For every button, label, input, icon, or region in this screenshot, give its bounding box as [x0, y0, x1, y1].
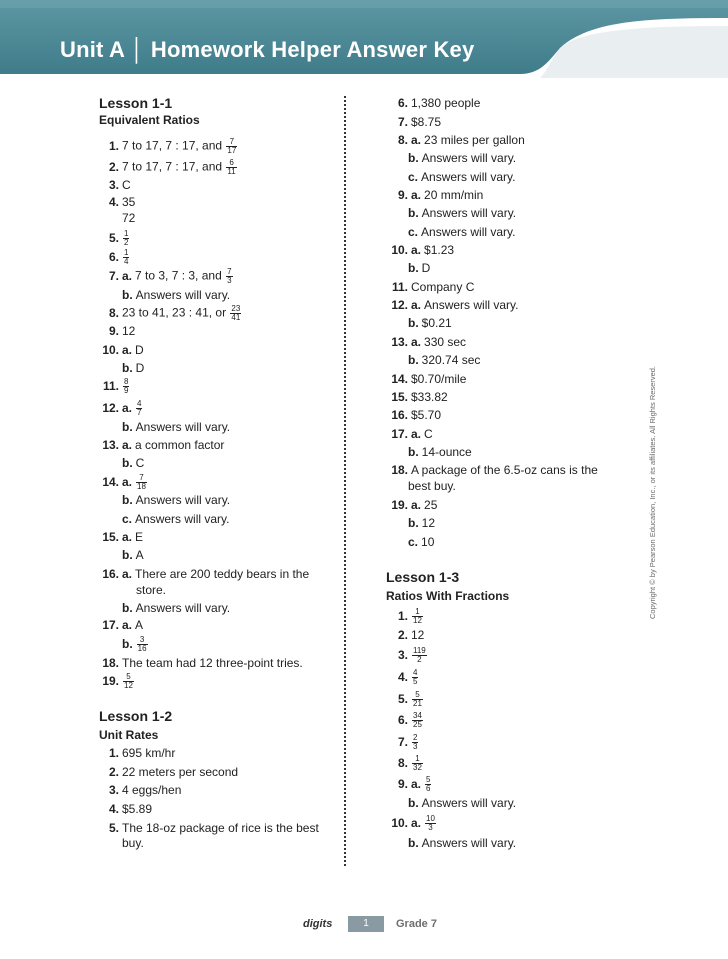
item-part: b. — [408, 796, 419, 810]
item-number: 5. — [108, 230, 119, 245]
lesson-1-3-subtitle: Ratios With Fractions — [386, 589, 510, 603]
item-text: 320.74 sec — [421, 353, 481, 367]
item-text: $0.70/mile — [411, 372, 467, 386]
item-text: Answers will vary. — [421, 836, 517, 850]
fraction: $\frac{4}{7}$ — [137, 399, 142, 417]
item-number: 2. — [108, 765, 119, 779]
item-text: $5.70 — [411, 408, 442, 422]
answer-item — [99, 305, 242, 322]
item-part: b. — [408, 353, 419, 367]
item-part: b. — [408, 316, 419, 330]
answer-item — [99, 268, 234, 285]
answer-subitem — [122, 636, 149, 653]
answer-item — [386, 608, 424, 625]
item-number: 15. — [391, 390, 408, 404]
item-part: a. — [411, 188, 422, 202]
item-part: a. — [122, 400, 133, 415]
item-number: 11. — [391, 280, 408, 294]
answer-subitem — [408, 535, 434, 549]
fraction: $\frac{7}{18}$ — [137, 473, 146, 491]
item-part: b. — [122, 636, 133, 651]
item-text: 20 mm/min — [424, 188, 484, 202]
answer-item — [386, 298, 518, 312]
footer-brand: digits — [303, 918, 333, 930]
answer-subitem — [408, 170, 515, 184]
lesson-1-3-title: Lesson 1-3 — [386, 569, 460, 585]
item-text: C — [122, 178, 131, 192]
answer-subitem — [408, 796, 516, 810]
answer-item — [386, 335, 466, 349]
item-text: C — [424, 427, 433, 441]
item-text: 23 miles per gallon — [424, 133, 525, 147]
answer-item — [386, 96, 480, 110]
answer-item — [386, 776, 432, 793]
page-title: Unit A │ Homework Helper Answer Key — [60, 37, 475, 62]
item-number: 17. — [102, 618, 119, 632]
item-text: The 18-oz package of rice is the best — [122, 821, 319, 835]
item-part: a. — [411, 776, 422, 791]
fraction: $\frac{5}{12}$ — [124, 672, 133, 690]
item-number: 1. — [108, 138, 119, 153]
item-number: 14. — [102, 474, 119, 489]
item-number: 8. — [397, 755, 408, 770]
item-number: 13. — [391, 335, 408, 349]
answer-item — [386, 427, 433, 441]
fraction: $\frac{1}{2}$ — [124, 229, 129, 247]
item-part: b. — [408, 151, 419, 165]
answer-item — [99, 249, 130, 266]
item-number: 13. — [102, 438, 119, 452]
left-column — [99, 95, 339, 127]
item-text: Answers will vary. — [135, 512, 230, 526]
item-number: 5. — [397, 691, 408, 706]
item-part: a. — [411, 498, 422, 512]
item-number: 4. — [108, 802, 119, 816]
answer-item — [99, 138, 238, 155]
answer-item-continued — [408, 479, 456, 493]
item-number: 6. — [397, 96, 408, 110]
answer-subitem — [408, 206, 516, 220]
item-part: c. — [408, 535, 419, 549]
answer-subitem — [122, 456, 144, 470]
item-part: b. — [408, 261, 419, 275]
column-divider — [344, 96, 346, 866]
item-text: A — [135, 548, 144, 562]
item-part: a. — [122, 474, 133, 489]
item-number: 10. — [102, 343, 119, 357]
item-number: 3. — [397, 647, 408, 662]
item-part: c. — [122, 512, 133, 526]
answer-item — [386, 498, 437, 512]
lesson-1-2-heading — [99, 708, 172, 744]
item-number: 5. — [108, 821, 119, 835]
answer-item — [99, 673, 135, 690]
item-part: b. — [122, 493, 133, 507]
item-number: 6. — [108, 249, 119, 264]
answer-item — [99, 746, 175, 760]
item-text: 12 — [122, 324, 136, 338]
answer-item — [99, 765, 238, 779]
item-number: 9. — [397, 776, 408, 791]
fraction: $\frac{4}{5}$ — [413, 668, 418, 686]
answer-item — [386, 734, 419, 751]
item-number: 8. — [108, 305, 119, 320]
item-text: 7 to 17, 7 : 17, and — [122, 159, 223, 174]
item-text: Answers will vary. — [421, 170, 516, 184]
item-part: b. — [408, 516, 419, 530]
item-text: 12 — [421, 516, 436, 530]
answer-subitem — [122, 420, 230, 434]
item-part: b. — [408, 445, 419, 459]
item-number: 6. — [397, 712, 408, 727]
item-number: 8. — [397, 133, 408, 147]
footer-grade: Grade 7 — [396, 918, 437, 930]
answer-item — [99, 438, 224, 452]
answer-subitem — [122, 493, 230, 507]
answer-item — [99, 618, 143, 632]
item-number: 10. — [391, 243, 408, 257]
item-text: a common factor — [135, 438, 225, 452]
item-text: buy. — [122, 836, 144, 850]
item-text: 4 eggs/hen — [122, 783, 182, 797]
item-text: 1,380 people — [411, 96, 481, 110]
item-text: C — [135, 456, 145, 470]
item-text: A — [135, 618, 144, 632]
answer-item — [99, 656, 303, 670]
item-part: b. — [122, 288, 133, 302]
item-text: E — [135, 530, 144, 544]
item-text: Answers will vary. — [424, 298, 519, 312]
item-part: a. — [411, 133, 422, 147]
answer-subitem — [122, 601, 230, 615]
answer-subitem — [408, 261, 430, 275]
answer-item — [99, 400, 143, 417]
item-number: 1. — [397, 608, 408, 623]
answer-item — [99, 474, 148, 491]
item-number: 16. — [102, 567, 119, 581]
answer-subitem — [122, 548, 144, 562]
fraction: $\frac{3}{16}$ — [137, 635, 147, 653]
item-number: 3. — [108, 783, 119, 797]
item-part: a. — [411, 815, 422, 830]
item-part: b. — [122, 361, 133, 375]
answer-item — [386, 669, 419, 686]
item-number: 11. — [102, 378, 119, 393]
fraction: $\frac{1}{4}$ — [124, 248, 129, 266]
item-text: D — [135, 361, 145, 375]
item-number: 7. — [108, 268, 119, 283]
answer-item-continued — [122, 836, 144, 850]
answer-subitem — [408, 225, 515, 239]
answer-item — [386, 755, 424, 772]
item-part: c. — [408, 225, 419, 239]
answer-item — [386, 243, 454, 257]
item-text: 12 — [411, 628, 425, 642]
answer-item — [386, 390, 448, 404]
answer-item — [99, 159, 238, 176]
item-text: 22 meters per second — [122, 765, 239, 779]
item-number: 1. — [108, 746, 119, 760]
answer-item — [386, 133, 525, 147]
answer-subitem — [408, 445, 472, 459]
answer-item — [386, 712, 424, 729]
answer-item — [99, 567, 309, 581]
item-number: 2. — [397, 628, 408, 642]
item-text: A package of the 6.5-oz cans is the — [411, 463, 598, 477]
item-number: 2. — [108, 159, 119, 174]
item-part: b. — [122, 548, 133, 562]
item-number: 16. — [391, 408, 408, 422]
item-number: 12. — [102, 400, 119, 415]
answer-item — [386, 372, 466, 386]
item-text: D — [135, 343, 144, 357]
page-number: 1 — [348, 916, 384, 932]
item-text: $5.89 — [122, 802, 153, 816]
copyright-notice: Copyright © by Pearson Education, Inc., or its affiliates. All Rights Reserved. — [648, 365, 657, 619]
answer-item — [386, 628, 424, 642]
item-text: 7 to 17, 7 : 17, and — [122, 138, 223, 153]
item-text: Answers will vary. — [135, 601, 231, 615]
fraction: $\frac{34}{25}$ — [413, 711, 422, 729]
item-text: best buy. — [408, 479, 456, 493]
fraction: $\frac{5}{21}$ — [413, 690, 422, 708]
answer-item-continued — [136, 583, 166, 597]
answer-item — [386, 280, 474, 294]
item-part: a. — [411, 298, 422, 312]
item-text: Answers will vary. — [421, 225, 516, 239]
answer-item — [99, 230, 130, 247]
fraction: $\frac{1}{12}$ — [413, 607, 422, 625]
lesson-1-2-subtitle: Unit Rates — [99, 728, 159, 742]
item-number: 4. — [397, 669, 408, 684]
fraction: $\frac{6}{11}$ — [227, 158, 236, 176]
item-part: b. — [122, 456, 133, 470]
header-banner — [0, 0, 728, 78]
item-part: a. — [411, 427, 422, 441]
answer-subitem — [122, 361, 144, 375]
item-number: 4. — [108, 195, 119, 209]
answer-item — [386, 188, 483, 202]
answer-item — [99, 530, 143, 544]
answer-item — [386, 691, 424, 708]
item-text: Answers will vary. — [135, 493, 231, 507]
item-text: The team had 12 three-point tries. — [122, 656, 303, 670]
item-text: 23 to 41, 23 : 41, or — [122, 305, 227, 320]
lesson-1-1-title: Lesson 1-1 — [99, 95, 173, 111]
item-text: Company C — [411, 280, 475, 294]
item-number: 7. — [397, 734, 408, 749]
item-part: a. — [122, 268, 133, 283]
item-number: 9. — [108, 324, 119, 338]
item-number: 3. — [108, 178, 119, 192]
item-number: 18. — [102, 656, 119, 670]
answer-item — [99, 802, 152, 816]
lesson-1-3-heading — [386, 569, 509, 605]
item-text: $1.23 — [424, 243, 455, 257]
item-text: 330 sec — [424, 335, 467, 349]
answer-item — [386, 815, 437, 832]
item-text: 72 — [122, 211, 136, 225]
answer-item — [99, 821, 319, 835]
item-text: store. — [136, 583, 167, 597]
item-number: 14. — [391, 372, 408, 386]
answer-item — [386, 408, 441, 422]
item-text: 7 to 3, 7 : 3, and — [135, 268, 222, 283]
item-part: c. — [408, 170, 419, 184]
item-text: $8.75 — [411, 115, 442, 129]
item-number: 9. — [397, 188, 408, 202]
answer-subitem — [408, 353, 480, 367]
item-text: There are 200 teddy bears in the — [135, 567, 310, 581]
item-part: a. — [122, 530, 133, 544]
answer-item — [99, 378, 130, 395]
answer-item — [386, 463, 598, 477]
answer-subitem — [122, 288, 230, 302]
answer-subitem — [408, 516, 435, 530]
item-part: b. — [408, 836, 419, 850]
item-text: Answers will vary. — [135, 420, 231, 434]
fraction: $\frac{10}{3}$ — [426, 814, 435, 832]
item-part: b. — [122, 601, 133, 615]
item-part: a. — [122, 618, 133, 632]
fraction: $\frac{7}{17}$ — [227, 137, 237, 155]
fraction: $\frac{2}{3}$ — [413, 733, 418, 751]
item-text: Answers will vary. — [421, 796, 517, 810]
item-text: Answers will vary. — [135, 288, 231, 302]
item-part: a. — [122, 567, 133, 581]
answer-item — [99, 195, 135, 209]
answer-subitem — [408, 316, 452, 330]
fraction: $\frac{1}{32}$ — [413, 754, 422, 772]
item-text: 35 — [122, 195, 136, 209]
item-number: 15. — [102, 530, 119, 544]
item-text: 14-ounce — [421, 445, 472, 459]
answer-item-continued — [122, 211, 135, 225]
fraction: $\frac{7}{3}$ — [227, 267, 232, 285]
answer-item — [99, 324, 135, 338]
lesson-1-2-title: Lesson 1-2 — [99, 708, 173, 724]
item-number: 10. — [391, 815, 408, 830]
item-number: 19. — [102, 673, 119, 688]
answer-subitem — [408, 836, 516, 850]
item-number: 19. — [391, 498, 408, 512]
answer-subitem — [122, 512, 229, 526]
answer-item — [386, 647, 428, 664]
item-part: b. — [408, 206, 419, 220]
item-text: Answers will vary. — [421, 206, 517, 220]
answer-item — [99, 783, 181, 797]
item-number: 12. — [391, 298, 408, 312]
item-text: Answers will vary. — [421, 151, 517, 165]
item-number: 7. — [397, 115, 408, 129]
item-part: a. — [122, 438, 133, 452]
item-text: $0.21 — [421, 316, 452, 330]
item-number: 17. — [391, 427, 408, 441]
answer-item — [386, 115, 441, 129]
item-text: 10 — [421, 535, 435, 549]
answer-item — [99, 178, 131, 192]
lesson-1-1-subtitle: Equivalent Ratios — [99, 113, 200, 127]
item-text: $33.82 — [411, 390, 448, 404]
fraction: $\frac{119}{2}$ — [413, 646, 426, 664]
item-part: a. — [411, 243, 422, 257]
answer-item — [99, 343, 144, 357]
fraction: $\frac{8}{9}$ — [124, 377, 129, 395]
fraction: $\frac{23}{41}$ — [231, 304, 241, 322]
item-part: a. — [411, 335, 422, 349]
answer-subitem — [408, 151, 516, 165]
item-number: 18. — [391, 463, 408, 477]
item-part: a. — [122, 343, 133, 357]
fraction: $\frac{5}{6}$ — [426, 775, 431, 793]
item-text: 25 — [424, 498, 438, 512]
item-text: 695 km/hr — [122, 746, 176, 760]
item-part: b. — [122, 420, 133, 434]
item-text: D — [421, 261, 431, 275]
